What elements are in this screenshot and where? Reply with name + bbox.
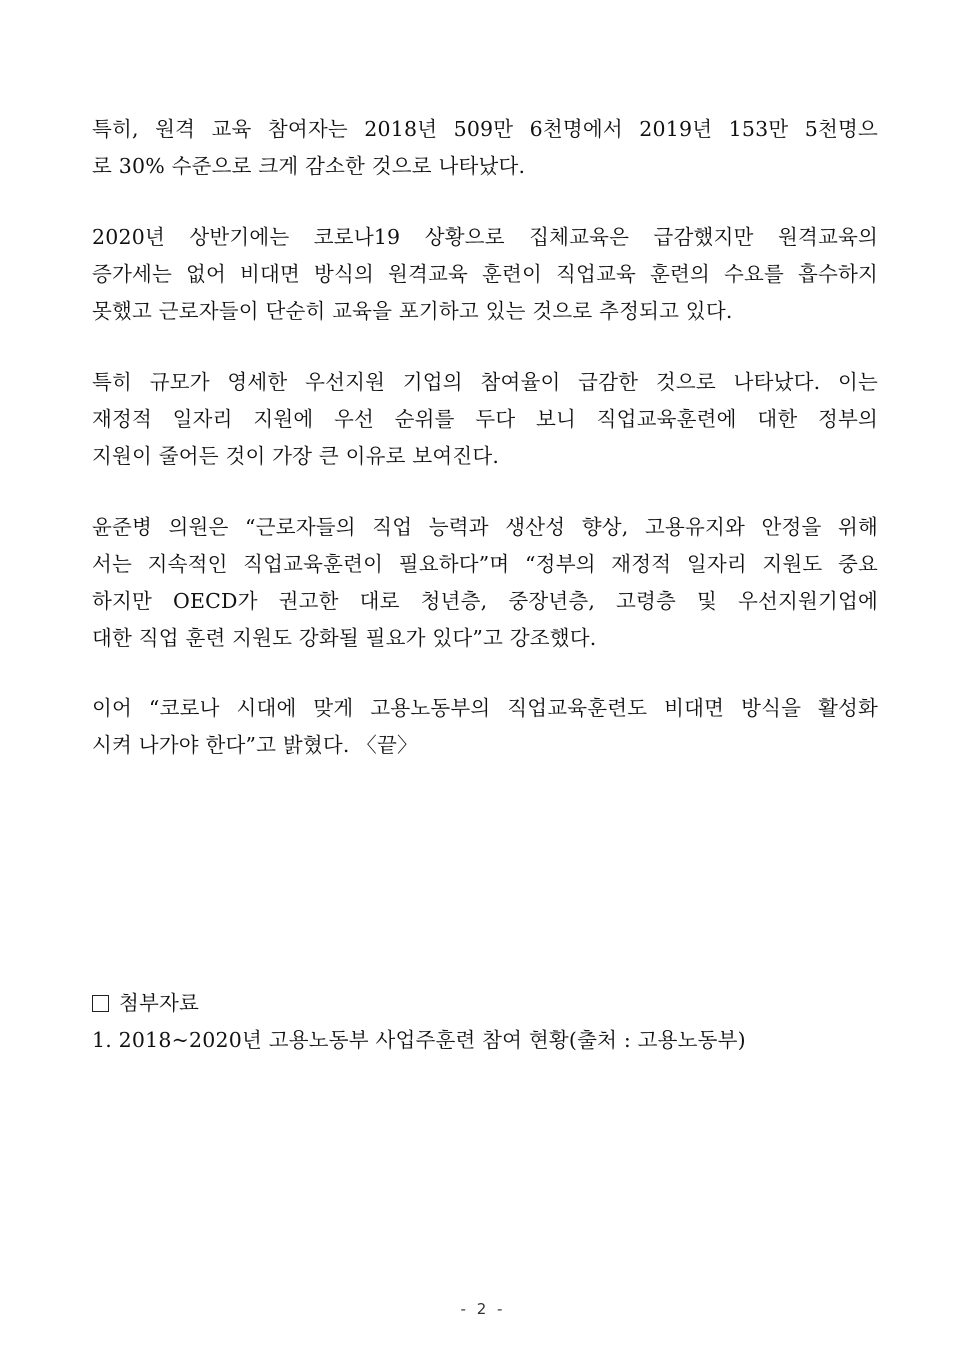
paragraph-line: 시켜 나가야 한다”고 밝혔다. 〈끝〉 <box>92 733 418 757</box>
paragraph-line: 특히 규모가 영세한 우선지원 기업의 참여율이 급감한 것으로 나타났다. 이는 <box>92 370 878 394</box>
paragraph-priority-support-firms <box>92 364 878 475</box>
paragraph-lawmaker-quote <box>92 509 878 657</box>
paragraph-line: 이어 “코로나 시대에 맞게 고용노동부의 직업교육훈련도 비대면 방식을 활성화 <box>92 696 878 720</box>
paragraph-line: 대한 직업 훈련 지원도 강화될 필요가 있다”고 강조했다. <box>92 626 597 650</box>
checkbox-square-icon <box>92 995 109 1012</box>
paragraph-line: 하지만 OECD가 권고한 대로 청년층, 중장년층, 고령층 및 우선지원기업에 <box>92 589 878 613</box>
attachments-title: 첨부자료 <box>119 991 200 1015</box>
attachment-item: 1. 2018~2020년 고용노동부 사업주훈련 참여 현황(출처 : 고용노동부) <box>92 1028 746 1052</box>
paragraph-covid-first-half <box>92 219 878 330</box>
paragraph-line: 로 30% 수준으로 크게 감소한 것으로 나타났다. <box>92 154 526 178</box>
paragraph-line: 증가세는 없어 비대면 방식의 원격교육 훈련이 직업교육 훈련의 수요를 흡수하지 <box>92 262 878 286</box>
paragraph-line: 못했고 근로자들이 단순히 교육을 포기하고 있는 것으로 추정되고 있다. <box>92 299 733 323</box>
page-number: - 2 - <box>460 1300 506 1318</box>
paragraph-remote-education-decline <box>92 111 878 185</box>
paragraph-line: 지원이 줄어든 것이 가장 큰 이유로 보여진다. <box>92 444 500 468</box>
attachments-heading <box>92 985 878 1022</box>
paragraph-closing-remark <box>92 690 878 764</box>
paragraph-line: 재정적 일자리 지원에 우선 순위를 두다 보니 직업교육훈련에 대한 정부의 <box>92 407 878 431</box>
paragraph-line: 서는 지속적인 직업교육훈련이 필요하다”며 “정부의 재정적 일자리 지원도 중요 <box>92 552 878 576</box>
paragraph-line: 특히, 원격 교육 참여자는 2018년 509만 6천명에서 2019년 153만 5천명으 <box>92 117 878 141</box>
paragraph-line: 윤준병 의원은 “근로자들의 직업 능력과 생산성 향상, 고용유지와 안정을 위해 <box>92 515 878 539</box>
paragraph-line: 2020년 상반기에는 코로나19 상황으로 집체교육은 급감했지만 원격교육의 <box>92 225 878 249</box>
